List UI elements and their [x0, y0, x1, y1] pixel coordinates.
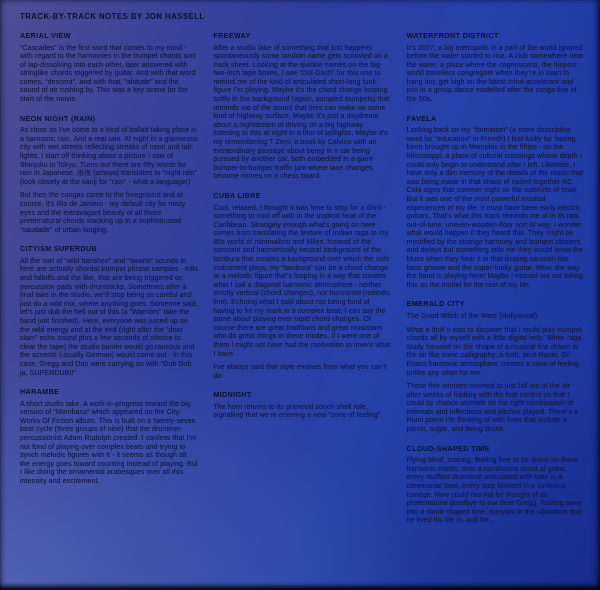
track-section-freeway: [213, 31, 391, 182]
track-note: As close as I’ve come to a kind of ballad taking place in a harmonic rain. And a real rain. At night in a glamorous city with wet streets reflecting streaks of neon and tail-lights. I start off thinking about a picture I saw of Shinjuku in Tokyo. Turns out there are fifty words for rain in Japanese. 雨夜 [amaya] translates to “night rain” (look closely at the kanji for “rain” - what a language!): [20, 127, 199, 186]
track-title-aerial-view: AERIAL VIEW: [20, 31, 71, 40]
track-note: Looking back on my “formation” (a more descriptive word for “education” in French) I feel lucky for having been brought up in Memphis in the fifties - on the Mississippi, a place of cultural crossings whose depth I could only begin to understand after I left. Likewise, I have only a dim memory of the details of the music that was being made in that shack of nailed-together RC Cola signs that summer night on the outskirts of town. But it was one of the most powerful musical experiences of my life. It must have been early electric guitars. That’s what this track reminds me of in its raw, out-of-tune, uneven-wooden-floor sort of way. I wonder what would happen if they heard this. They might be mystified by the strange harmony and trumpet clusters and delays but something tells me they would know the blues when they hear it in that limping caravan-like bass groove and the super-funky guitar. Wow, the way the band is playing here! Maybe I missed out not taking this as the model for the rest of my life.: [406, 127, 584, 289]
track-section-cityism-superdub: [20, 244, 198, 378]
track-section-favela: [407, 114, 585, 291]
track-note: All the sort of “wild banshee” and “swarm” sounds in here are actually chordal trumpet phrase samples - trills and falloffs and the like, that are being triggered on percussion pads with drumsticks. Sometimes after a final take in the studio, we’d stop being so careful and just do a wild mix, where anything goes. Someone said, let’s just dub the hell out of this (a “Warriors” take the band just finished). Here, everyone was juiced up on the wild energy and at the end (right after the “door slam” echo sound plus a few seconds of silence to clear the tape) the studio banter would go raucous and the accents (usually German) would come out - in this case, Gregg and Dan were carrying on with “Dub Dub ja, SUPERDUB!!”: [20, 257, 199, 377]
track-title-freeway: FREEWAY: [213, 31, 251, 40]
track-note: The Good Witch of the West (Hollywood).: [406, 312, 540, 320]
track-note: What a thrill it was to discover that I could play trumpet chords all by myself with a little digital help. While raga study focused on the shape of a musical line drawn in the air like sonic calligraphy; a lush, post-Ravel, Gil Evans harmonic atmosphere creates a zone of feeling unlike any other for me.: [406, 326, 582, 377]
track-note: Cool, relaxed. I thought it was time to stop for a drink - something to cool off with in the tropical heat of the Caribbean. Strangely enough what’s going on here comes from translating the texture of Indian raga to my 80s world of minimalism and Miles. Instead of the constant and harmonically neutral background of the tambura that creates a background over which the solo instrument plays, my “tambura” can be a chord change or a melodic figure that’s looping in a way that creates what I call a diagonal harmonic atmosphere - neither strictly vertical (chord changes), nor horizontal (melodic line). Echoing what I said about not being fond of having to hit my mark in a complex beat, I can say the same about playing over rapid chord changes. Of course there are great traditions and great musicians who do great things in these modes. If I were one of them I might not have had the motivation to invent what I have.: [213, 204, 391, 358]
track-title-waterfront-district: WATERFRONT DISTRICT: [406, 31, 499, 40]
track-title-cloud-shaped-time: CLOUD-SHAPED TIME: [406, 443, 490, 453]
page-title: TRACK-BY-TRACK NOTES BY JON HASSELL: [20, 12, 205, 21]
track-section-aerial-view: [20, 31, 198, 105]
track-title-cuba-libre: CUBA LIBRE: [213, 191, 261, 200]
column-1: [20, 31, 198, 492]
track-note: “Cascades” is the first word that comes to my mind - with regard to the harmonies in the trumpet chords sort of lap-dissolving into each other, later answered with stringlike chords triggered by guitar. And with that word comes, “descent”, and with that, “altitude” and the sound of air rushing by. This was a key scene for the start of the movie.: [20, 44, 196, 104]
track-title-cityism-superdub: CITYISM SUPERDUB: [20, 244, 98, 254]
track-section-waterfront-district: [407, 31, 585, 105]
track-note: It’s 2027, a big metropolis in a part of the world ignored before the water started to rise. A club somewhere near the water, a place where the cognoscenti, the hippest world travellers congregate when they’re in town to hang out, get high on the latest mind-accelerant and join in a group dance modelled after the conga line of the 50s.: [406, 44, 584, 104]
track-section-cuba-libre: [213, 191, 391, 381]
column-2: [213, 31, 391, 426]
track-note: After a studio take of something that just happens spontaneously some random name gets scrawled on a track sheet. Looking at the quickie names on the big two-inch tape boxes, I see “Dot-Dash” for this one to remind me of the kind of articulated short-long funk figure I’m playing. Maybe it’s the chord change looping softly in the background (again, sampled trumpets) that reminds me of the sound that tires can make on some kind of highway surface. Maybe it’s just a daydream about a nightdream of driving on a big highway listening to this at night in a blur of taillights. Maybe it’s my remembering T Zero, a book by Calvino with an extraordinary passage about being in a car being pursued by another car, both embedded in a giant bumper-to-bumper traffic jam where lane changes become moves on a chess board.: [213, 44, 390, 181]
track-section-harambe: [20, 387, 198, 486]
track-note: I’ve always said that style evolves from what you can’t do.: [213, 364, 387, 380]
track-note: The horn returns to its primeval conch shell role, signalling that we’re entering a new “zone of feeling”.: [213, 403, 383, 420]
track-note: A short studio take. A work-in-progress toward the big version of “Mombasa” which appeared on the City: Works Of Fiction album. This is built on a twenty-seven beat cycle (three groups of nine) that the drummer-percussionist Adam Rudolph created. I confess that I’m not fond of playing over complex beats and trying to synch melodic figures with it - it seems as though all the energy goes toward counting instead of playing. But I like doing the ornamental arabesques over all this intensity and excitement.: [20, 400, 198, 485]
track-title-neon-night-rain: NEON NIGHT (RAIN): [20, 113, 96, 123]
track-section-emerald-city: [407, 299, 585, 434]
track-title-harambe: HARAMBE: [20, 387, 60, 397]
track-section-cloud-shaped-time: [407, 444, 585, 526]
track-note: These five minutes seemed to just fall out of the air after weeks of fiddling with the foot control so that I could by chance stumble on the right combination of intervals and inflections and pitches played. There’s a Rumi poem I’m thinking of with lines that include a parrot, sugar, and being drunk.: [406, 383, 579, 434]
notes-columns: [20, 31, 585, 531]
track-title-emerald-city: EMERALD CITY: [406, 299, 465, 309]
column-3: [407, 31, 585, 531]
track-title-favela: FAVELA: [406, 113, 437, 123]
track-note: But then the congas come to the foreground and of course, it’s Rio de Janiero - my default city for misty eyes and the extravagant beauty of all those preternatural chords stacking up in a sophisticated “saudade” of urban longing.: [20, 192, 186, 234]
track-section-neon-night-rain: [20, 114, 198, 236]
track-title-midnight: MIDNIGHT: [213, 390, 252, 400]
track-note: Flying blind, soaring, feeling free to be drunk on these harmonic motifs, over a noctilucent cloud of guitar, every muffled drumbeat articulated with care in a ceremonial beat, every step forward in a luminous cortège. How could this not be thought of as preternatural goodbye to our dear Gregg, floating away into a cloud-shaped time, buoyant in the vibrations that he lived his life in, and for...: [406, 457, 583, 525]
track-section-midnight: [213, 390, 391, 421]
